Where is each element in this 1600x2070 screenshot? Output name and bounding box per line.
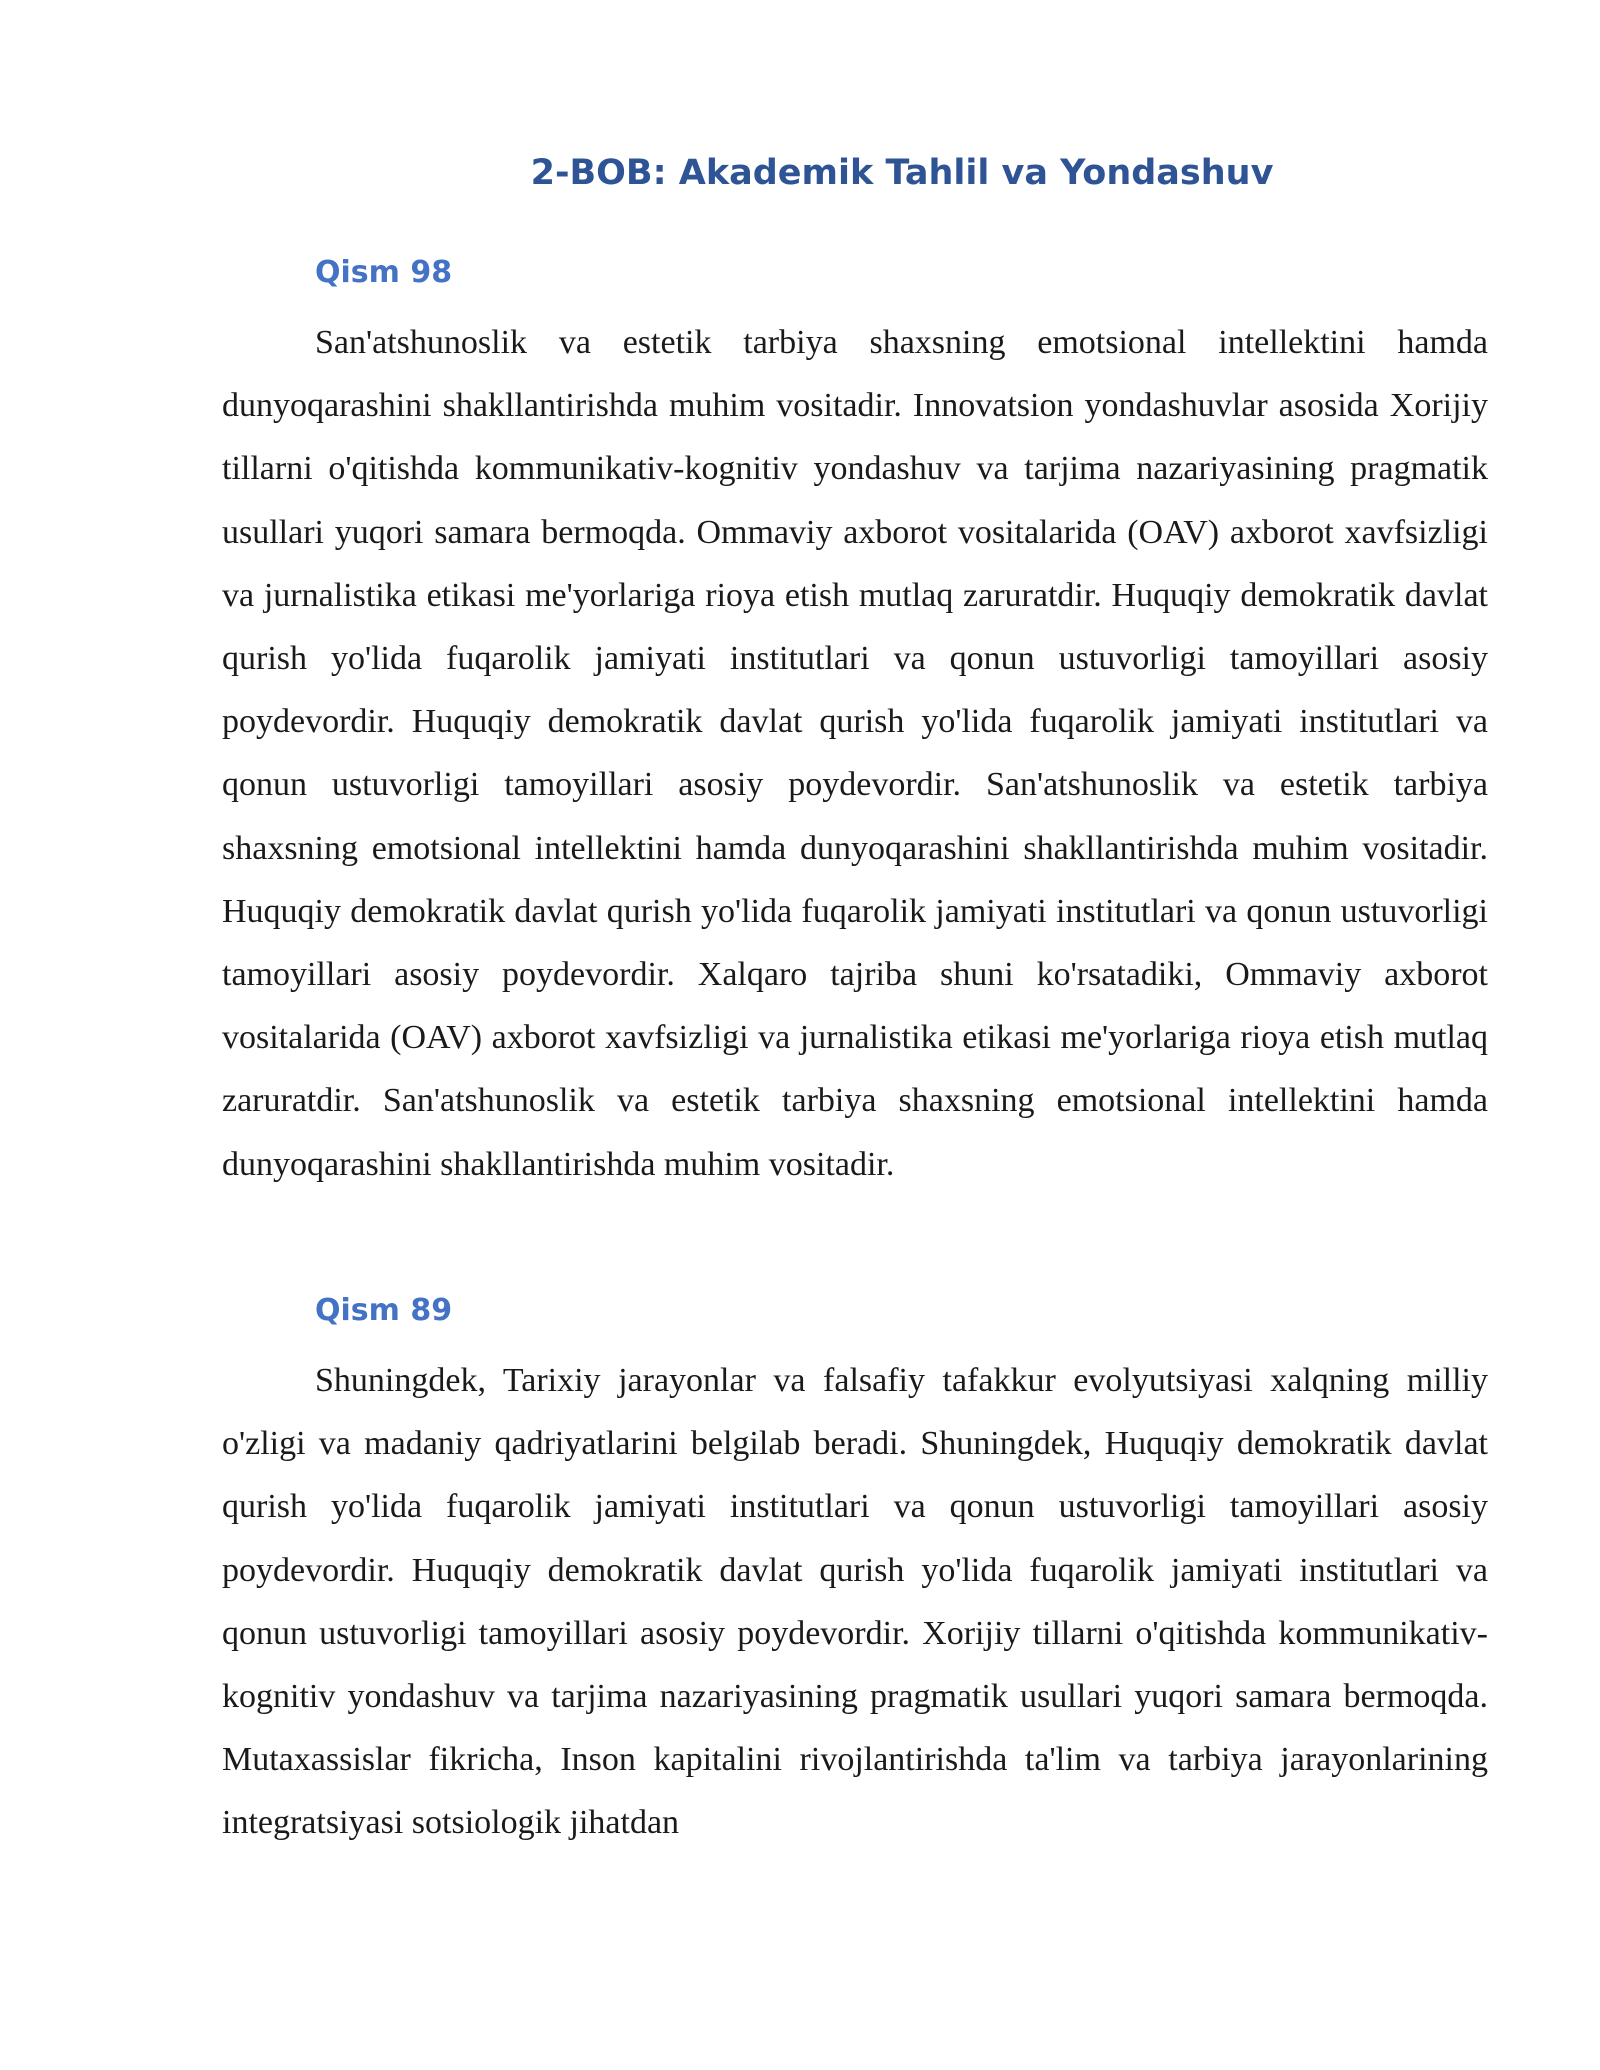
- section-qism-89: [222, 1291, 1488, 1855]
- section-paragraph: Shuningdek, Tarixiy jarayonlar va falsafiy tafakkur evolyutsiyasi xalqning milliy o'zligi va madaniy qadriyatlarini belgilab beradi. Shuningdek, Huquqiy demokratik davlat qurish yo'lida fuqarolik jamiyati institutlari va qonun ustuvorligi tamoyillari asosiy poydevordir. Huquqiy demokratik davlat qurish yo'lida fuqarolik jamiyati institutlari va qonun ustuvorligi tamoyillari asosiy poydevordir. Xorijiy tillarni o'qitishda kommunikativ-kognitiv yondashuv va tarjima nazariyasining pragmatik usullari yuqori samara bermoqda. Mutaxassislar fikricha, Inson kapitalini rivojlantirishda ta'lim va tarbiya jarayonlarining integratsiyasi sotsiologik jihatdan: [222, 1362, 1488, 1842]
- chapter-title: 2-BOB: Akademik Tahlil va Yondashuv: [530, 153, 1274, 193]
- section-paragraph: San'atshunoslik va estetik tarbiya shaxsning emotsional intellektini hamda dunyoqarashini shakllantirishda muhim vositadir. Innovatsion yondashuvlar asosida Xorijiy tillarni o'qitishda kommunikativ-kognitiv yondashuv va tarjima nazariyasining pragmatik usullari yuqori samara bermoqda. Ommaviy axborot vositalarida (OAV) axborot xavfsizligi va jurnalistika etikasi me'yorlariga rioya etish mutlaq zaruratdir. Huquqiy demokratik davlat qurish yo'lida fuqarolik jamiyati institutlari va qonun ustuvorligi tamoyillari asosiy poydevordir. Huquqiy demokratik davlat qurish yo'lida fuqarolik jamiyati institutlari va qonun ustuvorligi tamoyillari asosiy poydevordir. San'atshunoslik va estetik tarbiya shaxsning emotsional intellektini hamda dunyoqarashini shakllantirishda muhim vositadir. Huquqiy demokratik davlat qurish yo'lida fuqarolik jamiyati institutlari va qonun ustuvorligi tamoyillari asosiy poydevordir. Xalqaro tajriba shuni ko'rsatadiki, Ommaviy axborot vositalarida (OAV) axborot xavfsizligi va jurnalistika etikasi me'yorlariga rioya etish mutlaq zaruratdir. San'atshunoslik va estetik tarbiya shaxsning emotsional intellektini hamda dunyoqarashini shakllantirishda muhim vositadir.: [222, 324, 1488, 1183]
- section-qism-98: [222, 253, 1488, 1196]
- section-heading: Qism 89: [315, 1293, 453, 1328]
- section-heading: Qism 98: [315, 255, 453, 290]
